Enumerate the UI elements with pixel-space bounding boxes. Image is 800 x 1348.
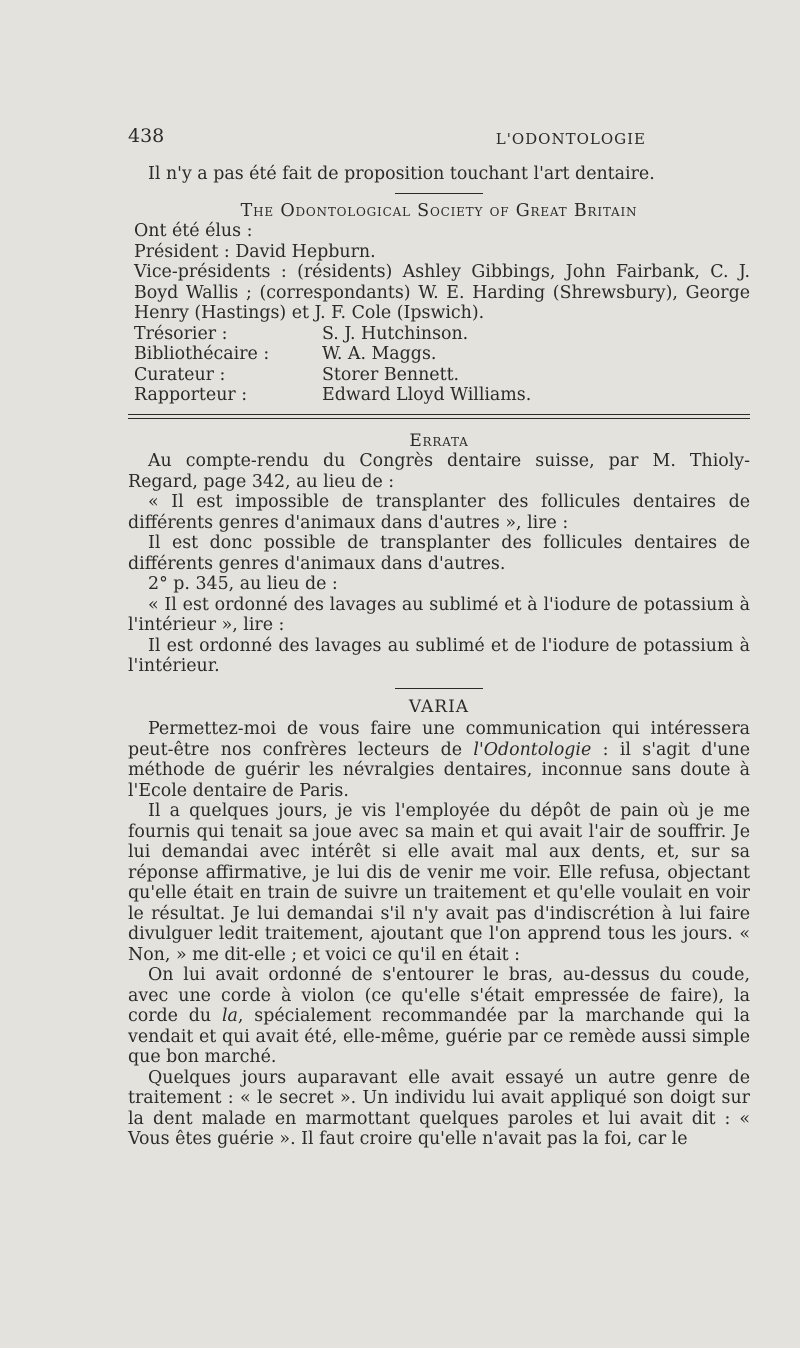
officer-name: S. J. Hutchinson. [322,323,469,344]
errata-title [128,431,750,452]
society-title [128,201,750,222]
double-divider [128,414,750,419]
varia-text: On lui avait ordonné de s'entourer le bras, au-dessus du coude, avec une corde à violon (ce qu'elle s'était empressée de faire), la corde du [128,965,750,1026]
errata-paragraph: « Il est ordonné des lavages au sublimé et à l'iodure de potassium à l'intérieur », lire : [128,594,750,635]
officer-role: Rapporteur : [134,385,248,405]
officer-name: Storer Bennett. [322,364,460,385]
president-line: Président : David Hepburn. [134,241,376,262]
errata-paragraph: Au compte-rendu du Congrès dentaire suisse, par M. Thioly-Regard, page 342, au lieu de : [128,451,750,492]
varia-text: : il s'agit d'une méthode de guérir les névralgies dentaires, inconnue sans doute à l'Ecole dentaire de Paris. [128,739,750,801]
vice-presidents-paragraph: Vice-présidents : (résidents) Ashley Gibbings, John Fairbank, C. J. Boyd Wallis ; (correspondants) W. E. Harding (Shrewsbury), George Henry (Hastings) et J. F. Cole (Ipswich). [134,262,750,323]
varia-paragraph: Quelques jours auparavant elle avait essayé un autre genre de traitement : « le secret ». Un individu lui avait appliqué son doigt sur la dent malade en marmottant quelques paroles et lui avait dit : « Vous êtes guérie ». Il faut croire qu'elle n'avait pas la foi, car le [128,1067,750,1149]
section-divider [395,193,483,194]
errata-paragraph: Il est donc possible de transplanter des follicules dentaires de différents genres d'animaux dans d'autres. [128,533,750,574]
intro-line: Il n'y a pas été fait de proposition touchant l'art dentaire. [148,164,655,184]
officer-name: W. A. Maggs. [322,344,437,364]
errata-paragraph: « Il est impossible de transplanter des follicules dentaires de différents genres d'animaux dans d'autres », lire : [128,492,750,533]
varia-paragraph [128,965,750,1068]
officer-role: Bibliothécaire : [134,344,270,364]
varia-paragraph: Il a quelques jours, je vis l'employée du dépôt de pain où je me fournis qui tenait sa joue avec sa main et qui avait l'air de souffrir. Je lui demandai avec intérêt si elle avait mal aux dents, et, sur sa réponse affirmative, je lui dis de venir me voir. Elle refusa, objectant qu'elle était en train de suivre un traitement et qu'elle voulait en voir le résultat. Je lui demandai s'il n'y avait pas d'indiscrétion à lui faire divulguer ledit traitement, ajoutant que l'on apprend tous les jours. « Non, » me dit-elle ; et voici ce qu'il en était : [128,801,750,965]
page-number: 438 [128,125,165,147]
varia-title: VARIA [408,696,470,717]
errata-paragraph: Il est ordonné des lavages au sublimé et de l'iodure de potassium à l'intérieur. [128,635,750,676]
running-title: L'ODONTOLOGIE [495,130,646,148]
officer-name: Edward Lloyd Williams. [322,385,532,405]
errata-title-text: Errata [409,430,469,451]
officer-role: Curateur : [134,364,226,385]
journal-title: l'Odontologie [473,739,592,760]
society-title-text: The Odontological Society of Great Britain [240,200,638,221]
officers-list [128,324,750,406]
elected-line: Ont été élus : [134,221,253,241]
errata-paragraph: 2° p. 345, au lieu de : [148,574,338,594]
section-divider [395,688,483,689]
varia-text: Permettez-moi de vous faire une communication qui intéressera peut-être nos confrères lecteurs de [128,719,750,760]
varia-text: , spécialement recommandée par la marchande qui la vendait et qui avait été, elle-même, guérie par ce remède aussi simple que bon marché. [128,1006,750,1067]
text-block [128,122,750,1150]
note-name: la [221,1006,238,1026]
varia-paragraph [128,719,750,801]
page-header [128,122,750,146]
officer-role: Trésorier : [134,323,228,344]
